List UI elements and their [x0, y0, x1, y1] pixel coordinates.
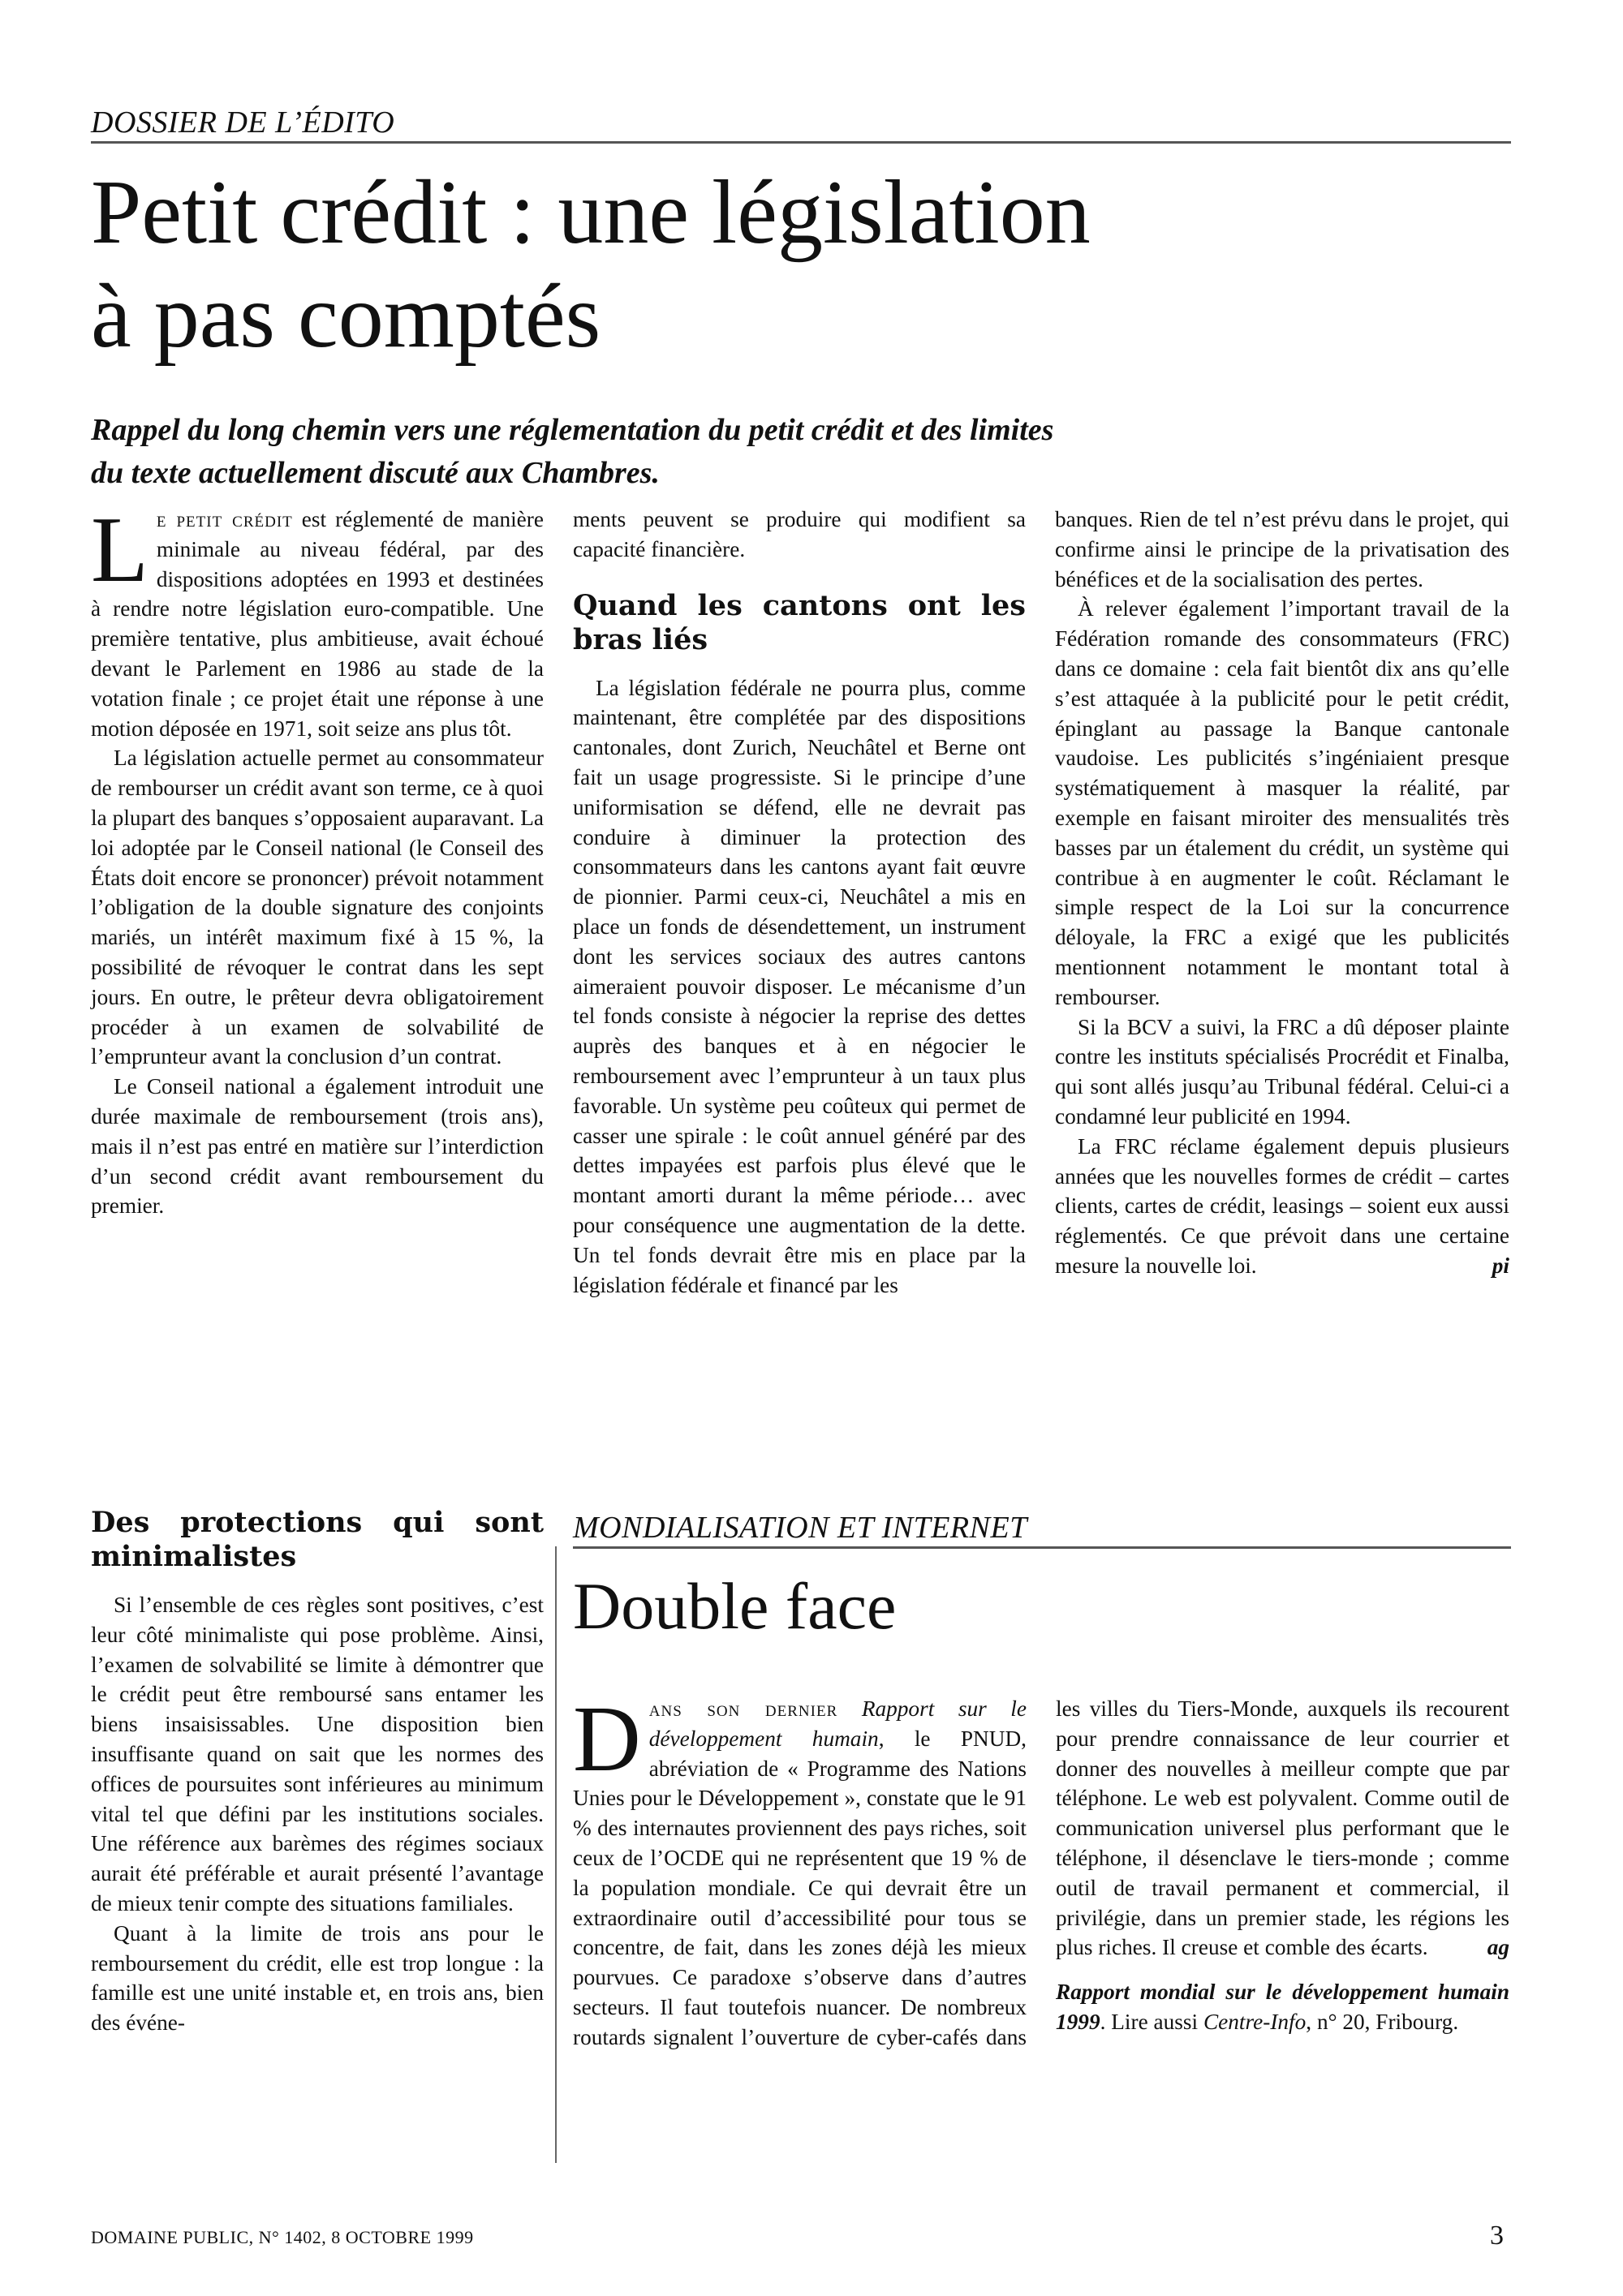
- smallcaps-lead: e petit crédit: [156, 507, 293, 531]
- article1-column-2: [573, 505, 1026, 1300]
- author-signature: pi: [1492, 1253, 1509, 1278]
- article1-paragraph: La FRC réclame également depuis plusieurs années que les nouvelles formes de crédit – cartes clients, cartes de crédit, leasings – soient eux aussi réglementés. Ce que prévoit dans une certaine mesure la nouvelle loi. pi: [1055, 1132, 1509, 1281]
- drop-cap: D: [573, 1688, 641, 1791]
- article1-column-1-lower: [91, 1506, 544, 2038]
- article2-reference: Rapport mondial sur le développement humain 1999. Lire aussi Centre-Info, n° 20, Fribourg.: [1056, 1980, 1509, 2034]
- author-signature: ag: [1487, 1935, 1509, 1960]
- drop-cap: L: [91, 498, 149, 602]
- section-rule: [573, 1546, 1511, 1549]
- report-title: Rapport sur le développement humain: [648, 1696, 1027, 1751]
- section-label-edito: DOSSIER DE L’ÉDITO: [91, 105, 395, 140]
- article1-paragraph: La législation actuelle permet au consommateur de rembourser un crédit avant son terme, ce à quoi la plupart des banques s’opposaient auparavant. La loi adoptée par le Conseil national (le Conseil des États doit encore se prononcer) prévoit notamment l’obligation de la double signature des conjoints mariés, un intérêt maximum fixé à 15 %, la possibilité de révoquer le contrat dans les sept jours. En outre, le prêteur devra obligatoirement procéder à un examen de solvabilité de l’emprunteur avant la conclusion d’un contrat.: [91, 746, 544, 1069]
- article1-column-1: [91, 498, 544, 1221]
- headline-line-1: Petit crédit : une législation: [91, 162, 1091, 263]
- footer-publication: DOMAINE PUBLIC, N° 1402, 8 OCTOBRE 1999: [91, 2227, 474, 2247]
- column-rule: [555, 1546, 557, 2163]
- article2-paragraph: Dans son dernier Rapport sur le développement humain, le PNUD, abréviation de « Programme des Nations Unies pour le Développement », constate que le 91 % des internautes proviennent des pays riches, soit ceux de l’OCDE qui ne représentent que 19 % de la population mondiale. Ce qui devrait être un extraordinaire outil d’accessibilité pour tous se concentre, de fait, dans les zones déjà les mieux pourvues. Ce paradoxe s’observe dans d’autres secteurs. Il faut toutefois nuancer. De nombreux routards signalent l’ouverture de cyber-cafés dans les villes du Tiers-Monde, auxquels ils recourent pour prendre connaissance de leur courrier et donner des nouvelles à meilleur compte que par téléphone. Le web est polyvalent. Comme outil de communication universel plus performant que le téléphone, il désenclave le tiers-monde ; comme outil de travail permanent et commercial, il privilégie, dans un premier stade, les régions les plus riches. Il creuse et comble des écarts. ag: [573, 1688, 1509, 2049]
- article1-paragraph: Le petit crédit est réglementé de manière minimale au niveau fédéral, par des dispositions adoptées en 1993 et destinées à rendre notre législation euro-compatible. Une première tentative, plus ambitieuse, avait échoué devant le Parlement en 1986 au stade de la votation finale ; ce projet était une réponse à une motion déposée en 1971, soit seize ans plus tôt.: [91, 498, 544, 741]
- deck-line-1: Rappel du long chemin vers une réglementation du petit crédit et des limites: [91, 413, 1054, 447]
- article-deck: [91, 409, 1406, 495]
- header-rule: [91, 141, 1511, 144]
- deck-line-2: du texte actuellement discuté aux Chambres.: [91, 456, 660, 490]
- subhead-protections: Des protections qui sont minimalistes: [91, 1506, 544, 1573]
- article1-paragraph: Si la BCV a suivi, la FRC a dû déposer plainte contre les instituts spécialisés Procrédit et Finalba, qui sont allés jusqu’au Tribunal fédéral. Celui-ci a condamné leur publicité en 1994.: [1055, 1014, 1509, 1129]
- article1-paragraph: ments peuvent se produire qui modifient sa capacité financière.: [573, 507, 1026, 561]
- article2-body: [573, 1688, 1509, 2173]
- smallcaps-lead: ans son dernier: [648, 1696, 838, 1721]
- page-number: 3: [1490, 2221, 1504, 2251]
- article-headline: [91, 161, 1519, 368]
- headline-line-2: à pas comptés: [91, 266, 601, 367]
- article1-paragraph: À relever également l’important travail de la Fédération romande des consommateurs (FRC) dans ce domaine : cela fait bientôt dix ans qu’elle s’est attaquée à la publicité pour le petit crédit, épinglant au passage la Banque cantonale vaudoise. Les publicités s’ingéniaient presque systématiquement à masquer la réalité, par exemple en faisant miroiter des mensualités très basses par un étalement du crédit, un système qui contribue à en augmenter le coût. Réclamant le simple respect de la Loi sur la concurrence déloyale, la FRC a exigé que les publicités mentionnent notamment le montant total à rembourser.: [1055, 596, 1509, 1009]
- article1-paragraph: La législation fédérale ne pourra plus, comme maintenant, être complétée par des dispositions cantonales, dont Zurich, Neuchâtel et Berne ont fait un usage progressiste. Si le principe d’une uniformisation se défend, elle ne devrait pas conduire à diminuer la protection des consommateurs dans les cantons ayant fait œuvre de pionnier. Parmi ceux-ci, Neuchâtel a mis en place un fonds de désendettement, un instrument dont les services sociaux des autres cantons aimeraient pouvoir disposer. Le mécanisme d’un tel fonds consiste à négocier la reprise des dettes auprès des banques et à en négocier le remboursement avec l’emprunteur à un taux plus favorable. Un système peu coûteux qui permet de casser une spirale : le coût annuel généré par des dettes impayées est parfois plus élevé que le montant amorti durant la même période… avec pour conséquence une augmentation de la dette. Un tel fonds devrait être mis en place par la législation fédérale et financé par les: [573, 675, 1026, 1297]
- article2-headline: Double face: [573, 1569, 897, 1643]
- section-label-mondialisation: MONDIALISATION ET INTERNET: [573, 1511, 1027, 1545]
- article1-paragraph: Si l’ensemble de ces règles sont positives, c’est leur côté minimaliste qui pose problème. Ainsi, l’examen de solvabilité se limite à démontrer que le crédit peut être remboursé sans entamer les biens insaisissables. Une disposition bien insuffisante quand on sait que les normes des offices de poursuites sont inférieures au minimum vital tel que défini par les institutions sociales. Une référence aux barèmes des régimes sociaux aurait été préférable et aurait présenté l’avantage de mieux tenir compte des situations familiales.: [91, 1593, 544, 1915]
- article1-paragraph: Le Conseil national a également introduit une durée maximale de remboursement (trois ans), mais il n’est pas entré en matière sur l’interdiction d’un second crédit avant remboursement du premier.: [91, 1074, 544, 1219]
- article1-paragraph: Quant à la limite de trois ans pour le remboursement du crédit, elle est trop longue : la famille est une unité instable et, en trois ans, bien des événe-: [91, 1920, 544, 2036]
- subhead-cantons: Quand les cantons ont les bras liés: [573, 588, 1026, 656]
- article1-column-3: [1055, 505, 1509, 1281]
- article1-paragraph: banques. Rien de tel n’est prévu dans le projet, qui confirme ainsi le principe de la privatisation des bénéfices et de la socialisation des pertes.: [1055, 507, 1509, 591]
